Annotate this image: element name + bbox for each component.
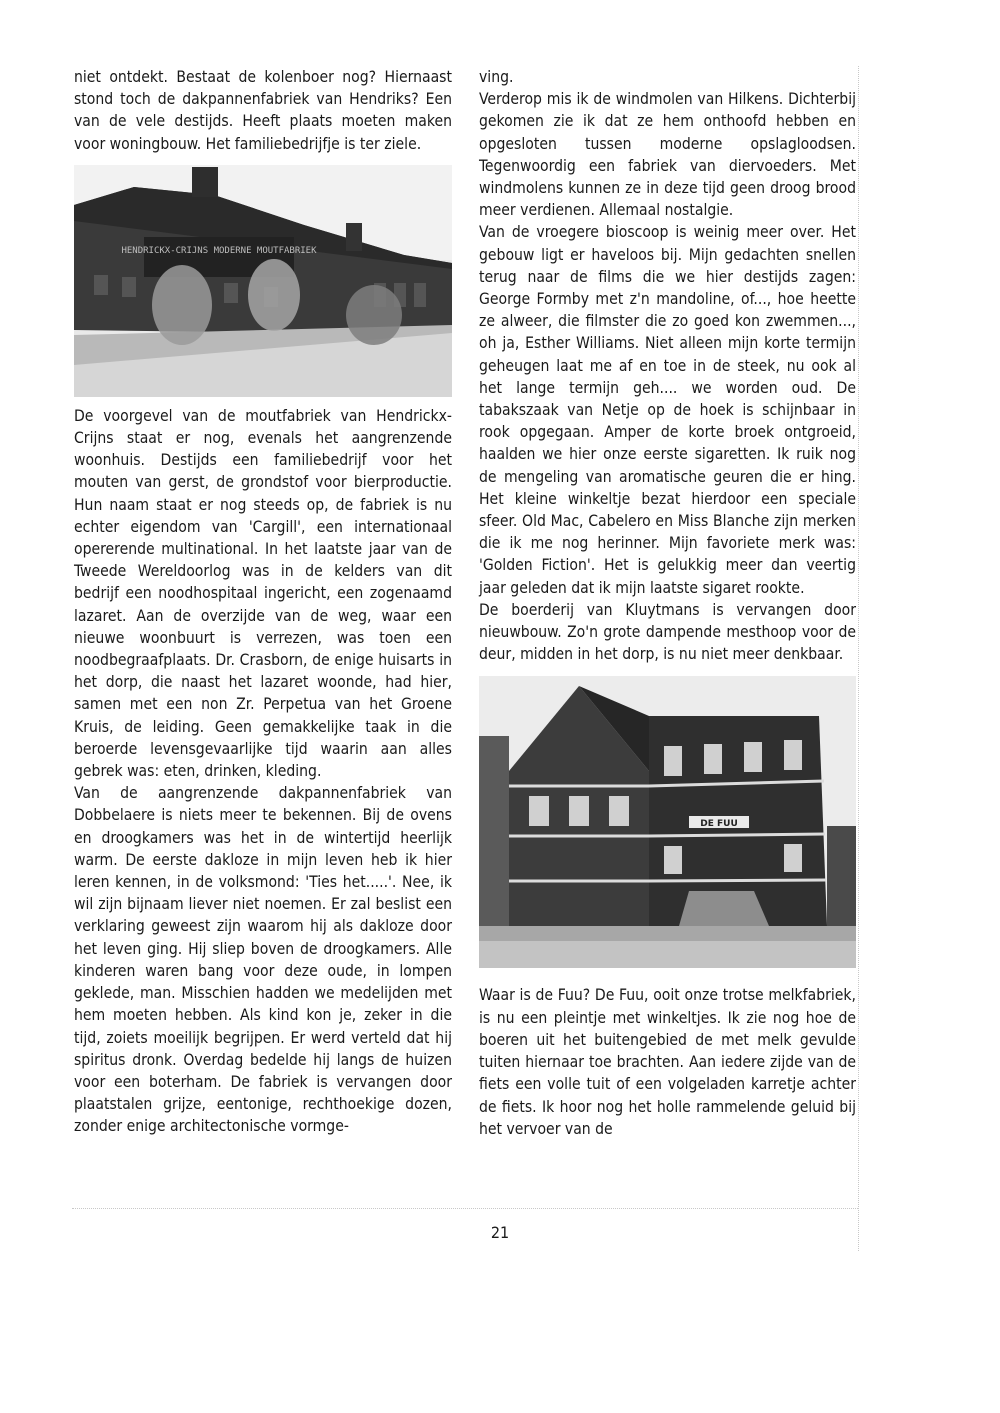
paragraph: Van de aangrenzende dakpannenfabriek van Dobbelaere is niets meer te bekennen. Bij de ovens en droogkamers was het in de wintertijd heerlijk warm. De eerste dakloze in mijn leven heb ik hier leren kennen, in de volksmond: 'Ties het.....'. Nee, ik wil zijn bijnaam liever niet noemen. Er zal beslist een verklaring geweest zijn waarom hij als dakloze door het leven ging. Hij sliep boven de droogkamers. Alle kinderen waren bang voor deze oude, in lompen geklede, man. Misschien hadden we medelijden met hem moeten hebben. Als kind kon je, zeker in die tijd, zoiets moeilijk begrijpen. Er werd verteld dat hij spiritus dronk. Overdag bedelde hij langs de huizen voor een boterham. De fabriek is vervangen door plaatstalen grijze, eentonige, rechthoekige dozen, zonder enige architectonische vormge- [74,784,452,1136]
de-fuu-photo [479,676,856,968]
paragraph: Verderop mis ik de windmolen van Hilkens. Dichterbij gekomen zie ik dat ze hem onthoofd hebben en opgesloten tussen moderne opslagloodsen. Tegenwoordig een fabriek van diervoeders. Met windmolens kunnen ze in deze tijd geen droog brood meer verdienen. Allemaal nostalgie. [479,90,856,220]
left-column [74,66,452,1138]
moutfabriek-photo [74,165,452,397]
paragraph: Van de vroegere bioscoop is weinig meer over. Het gebouw ligt er haveloos bij. Mijn gedachten snellen terug naar de films die we hier destijds zagen: George Formby met z'n mandoline, of..., hoe heette ze alweer, die filmster die zo goed kon zwemmen..., oh ja, Esther Williams. Niet alleen mijn korte termijn geheugen laat me af en toe in de steek, nu ook al het lange termijn geh.... we worden oud. De tabakszaak van Netje op de hoek is schijnbaar in rook opgegaan. Amper de korte broek ontgroeid, haalden we hier onze eerste sigaretten. Ik ruik nog de mengeling van aromatische geuren die er hing. Het kleine winkeltje bezat hierdoor een speciale sfeer. Old Mac, Cabelero en Miss Blanche zijn merken die ik me nog herinner. Mijn favoriete merk was: 'Golden Fiction'. Het is gelukkig meer dan veertig jaar geleden dat ik mijn laatste sigaret rookte. [479,223,856,597]
paragraph: niet ontdekt. Bestaat de kolenboer nog? Hiernaast stond toch de dakpannenfabriek van Hendriks? Een van de vele destijds. Heeft plaats moeten maken voor woningbouw. Het familiebedrijfje is ter ziele. [74,68,452,153]
footer-rule [72,1208,858,1209]
building-sign: DE FUU [700,819,738,830]
margin-rule [858,66,859,1251]
paragraph: Waar is de Fuu? De Fuu, ooit onze trotse melkfabriek, is nu een pleintje met winkeltjes. Ik zie nog hoe de boeren uit het buitengebied de met melk gevulde tuiten hiernaar toe brachten. Aan iedere zijde van de fiets een volle tuit of een volgeladen karretje achter de fiets. Ik hoor nog het holle rammelende geluid bij het vervoer van de [479,986,856,1138]
paragraph: ving. [479,68,514,86]
factory-sign: HENDRICKX-CRIJNS MODERNE MOUTFABRIEK [121,245,317,256]
page-number: 21 [490,1223,510,1242]
paragraph: De voorgevel van de moutfabriek van Hendrickx-Crijns staat er nog, evenals het aangrenzende woonhuis. Destijds een familiebedrijf voor het mouten van gerst, de grondstof voor bierproductie. Hun naam staat er nog steeds op, de fabriek is nu echter eigendom van 'Cargill', een internationaal opererende multinational. In het laatste jaar van de Tweede Wereldoorlog was in de kelders van dit bedrijf een noodhospitaal ingericht, een zogenaamd lazaret. Aan de overzijde van de weg, waar een nieuwe woonbuurt is verrezen, was toen een noodbegraafplaats. Dr. Crasborn, de enige huisarts in het dorp, die naast het lazaret woonde, had hier, samen met een non Zr. Perpetua van het Groene Kruis, de leiding. Geen gemakkelijke taak in die beroerde levensgevaarlijke tijd waarin aan alles gebrek was: eten, drinken, kleding. [74,406,452,781]
right-column [479,66,856,1140]
paragraph: De boerderij van Kluytmans is vervangen door nieuwbouw. Zo'n grote dampende mesthoop voor de deur, midden in het dorp, is nu niet meer denkbaar. [479,600,856,664]
